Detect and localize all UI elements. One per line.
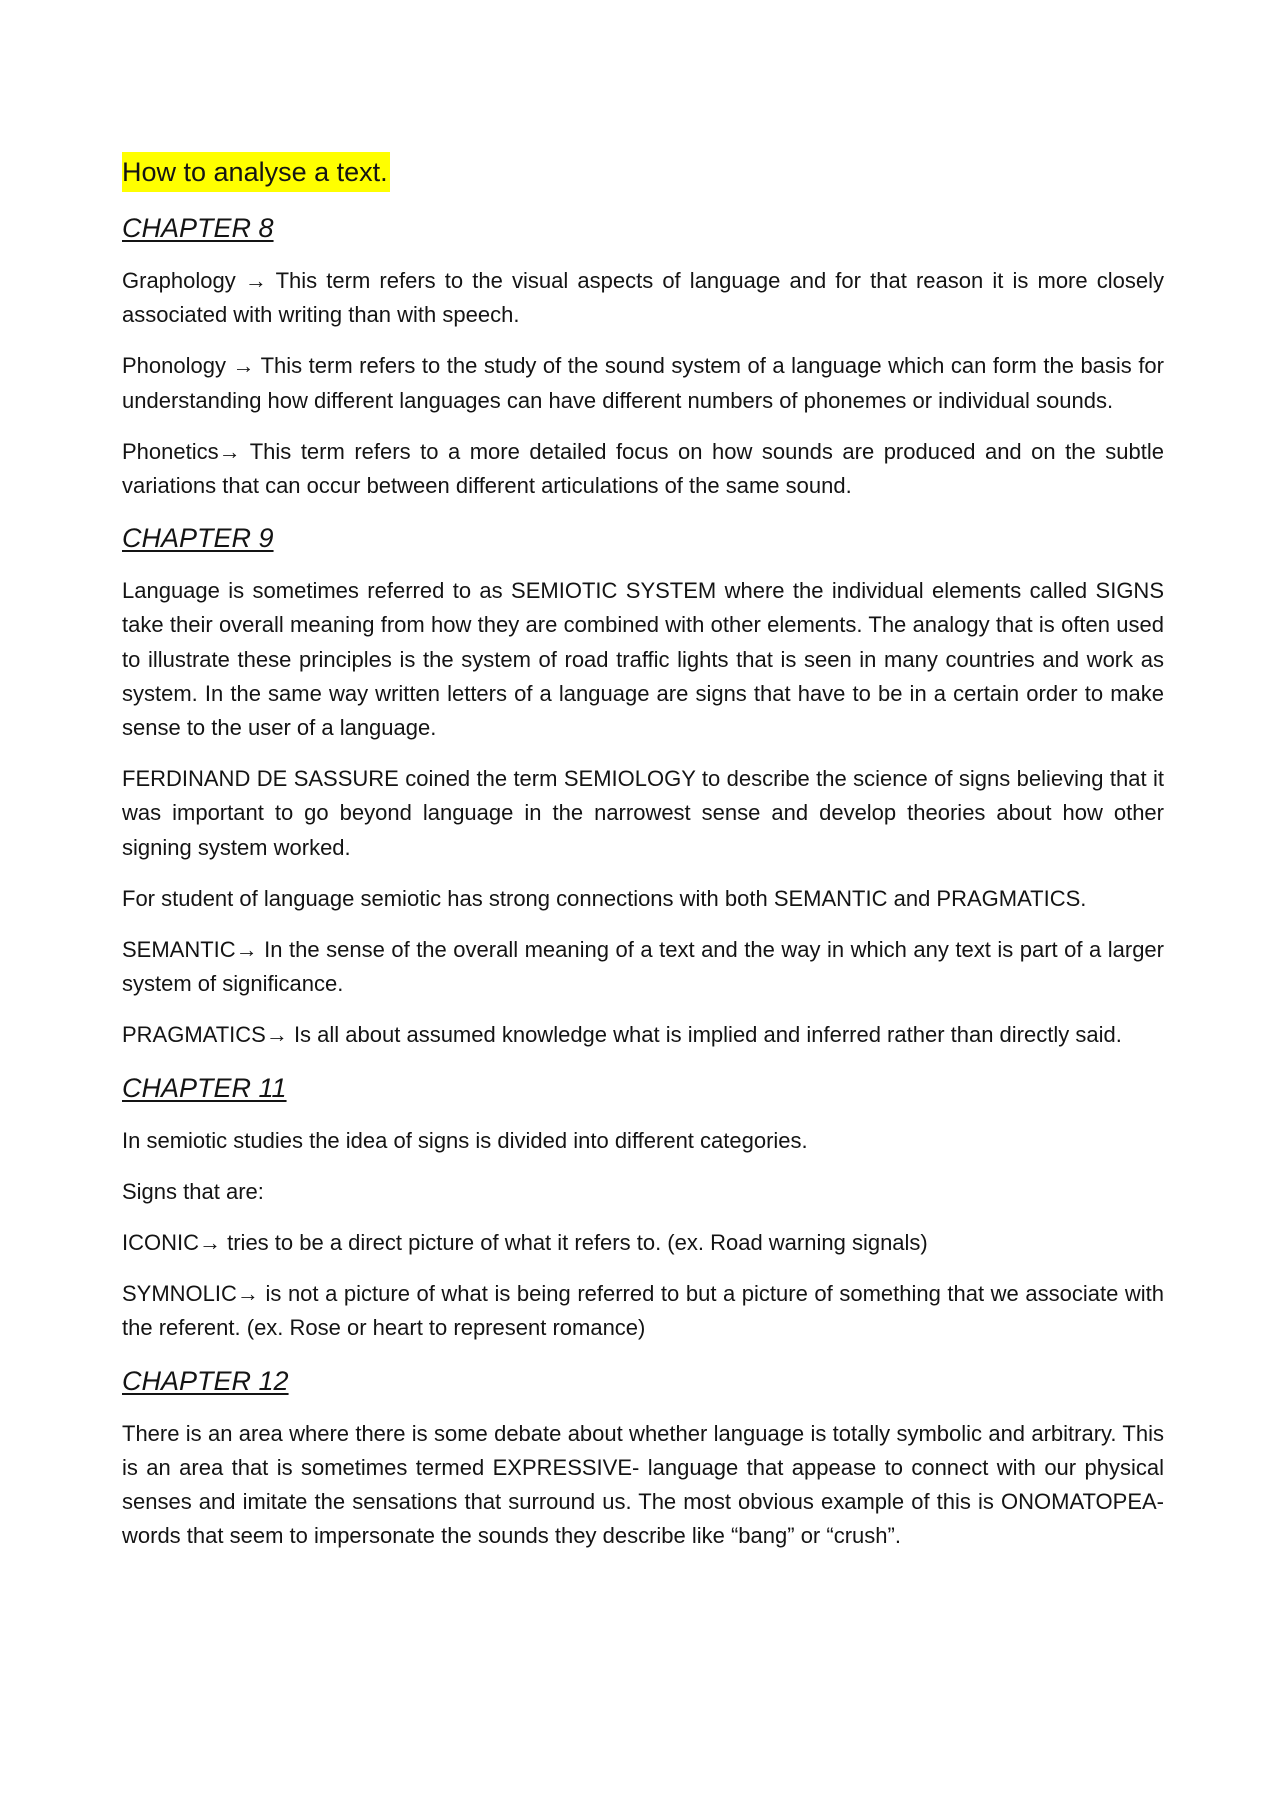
paragraph-semiology: FERDINAND DE SASSURE coined the term SEMIOLOGY to describe the science of signs believing that it was important to go beyond language in the narrowest sense and develop theories about how other signing system worked. (122, 766, 1164, 860)
document-title: How to analyse a text. (122, 152, 390, 192)
chapter-heading: CHAPTER 12 (122, 1365, 289, 1396)
paragraph-iconic: ICONIC→ tries to be a direct picture of what it refers to. (ex. Road warning signals) (122, 1230, 928, 1256)
paragraph-expressive: There is an area where there is some debate about whether language is totally symbolic and arbitrary. This is an area that is sometimes termed EXPRESSIVE- language that appease to connect with our physical senses and imitate the sensations that surround us. The most obvious example of this is ONOMATOPEA- words that seem to impersonate the sounds they describe like “bang” or “crush”. (122, 1420, 1164, 1549)
section-chapter-11 (122, 1070, 1164, 1346)
paragraph-semantic: SEMANTIC→ In the sense of the overall meaning of a text and the way in which any text is part of a larger system of significance. (122, 937, 1164, 997)
chapter-heading: CHAPTER 9 (122, 523, 274, 554)
chapter-heading: CHAPTER 11 (122, 1072, 287, 1103)
section-chapter-9 (122, 520, 1164, 1052)
paragraph-symbolic: SYMNOLIC→ is not a picture of what is being referred to but a picture of something that we associate with the referent. (ex. Rose or heart to represent romance) (122, 1281, 1164, 1341)
chapter-heading: CHAPTER 8 (122, 213, 274, 243)
paragraph-semantic-pragmatics: For student of language semiotic has strong connections with both SEMANTIC and PRAGMATICS. (122, 885, 1087, 911)
paragraph-semiotic-system: Language is sometimes referred to as SEMIOTIC SYSTEM where the individual elements called SIGNS take their overall meaning from how they are combined with other elements. The analogy that is often used to illustrate these principles is the system of road traffic lights that is seen in many countries and work as system. In the same way written letters of a language are signs that have to be in a certain order to make sense to the user of a language. (122, 578, 1164, 741)
section-chapter-12 (122, 1363, 1164, 1554)
paragraph-phonetics: Phonetics→ This term refers to a more detailed focus on how sounds are produced and on the subtle variations that can occur between different articulations of the same sound. (122, 438, 1164, 499)
paragraph-phonology: Phonology → This term refers to the study of the sound system of a language which can form the basis for understanding how different languages can have different numbers of phonemes or individual sounds. (122, 353, 1164, 413)
paragraph-pragmatics: PRAGMATICS→ Is all about assumed knowledge what is implied and inferred rather than directly said. (122, 1022, 1122, 1048)
paragraph-sign-categories: In semiotic studies the idea of signs is divided into different categories. (122, 1127, 808, 1153)
paragraph-graphology: Graphology → This term refers to the visual aspects of language and for that reason it is more closely associated with writing than with speech. (122, 268, 1164, 328)
section-chapter-8 (122, 210, 1164, 503)
paragraph-signs-that-are: Signs that are: (122, 1178, 264, 1204)
